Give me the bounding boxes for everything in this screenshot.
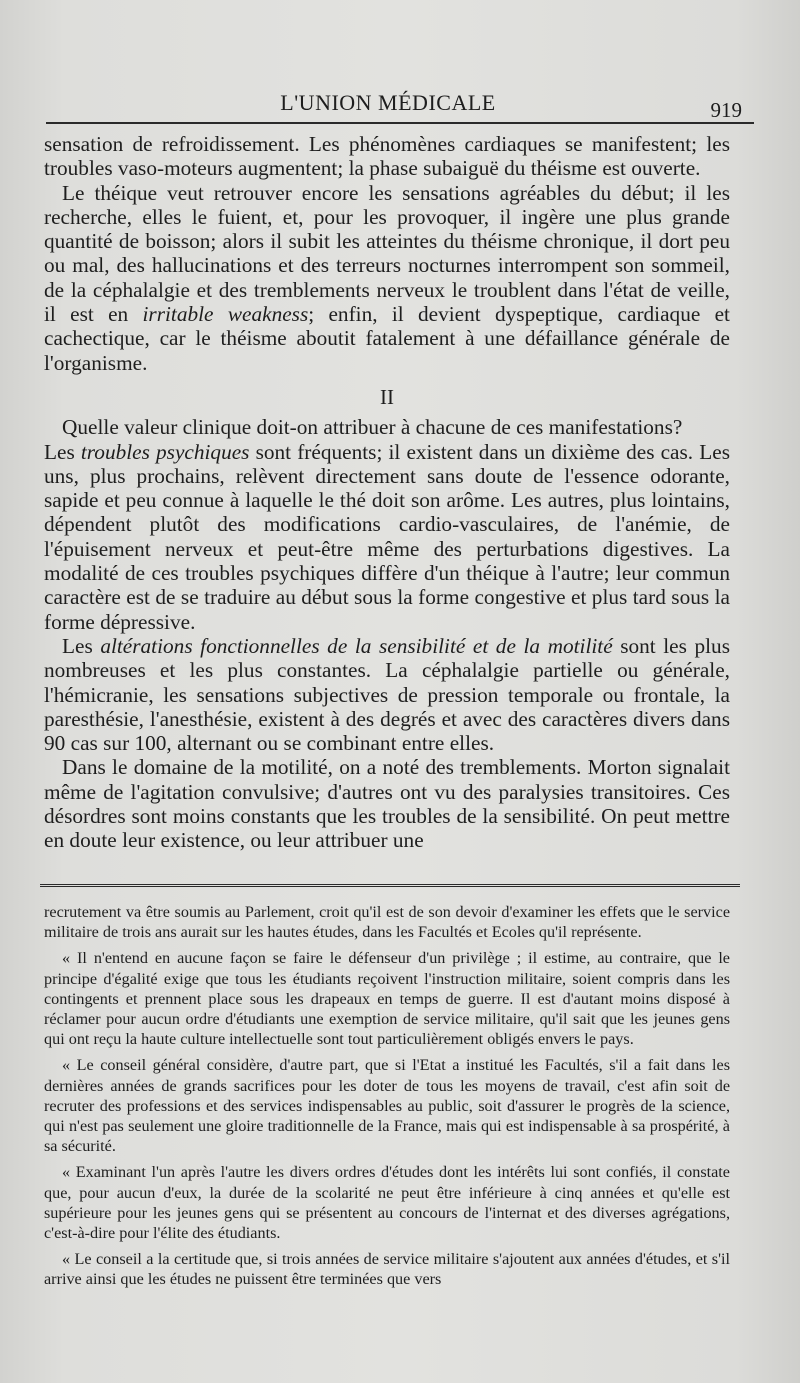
header-rule — [46, 122, 754, 124]
paragraph-6: Dans le domaine de la motilité, on a noté des tremblements. Morton signalait même de l'agitation convulsive; d'autres ont vu des paralysies transitoires. Ces désordres sont moins constants que les troubles de la sensibilité. On peut mettre en doute leur existence, ou leur attribuer une — [44, 755, 730, 853]
paragraph-4-emphasis: troubles psychiques — [80, 439, 250, 464]
paragraph-2-emphasis: irritable weakness — [142, 302, 309, 327]
paragraph-2-text-b: ; enfin, il devient dyspeptique, cardiaque et cachectique, car le théisme aboutit fatalement à une défaillance générale de l'organisme. — [44, 302, 730, 375]
footnotes — [44, 902, 730, 1290]
note-paragraph: « Il n'entend en aucune façon se faire le défenseur d'un privilège ; il estime, au contraire, que le principe d'égalité exige que tous les étudiants reçoivent l'instruction militaire, soient compris dans les contingents et prennent place sous les drapeaux en temps de guerre. Il est d'autant moins disposé à réclamer pour aucun ordre d'étudiants une exemption de service militaire, qu'il sait que les jeunes gens qui ont reçu la haute culture intellectuelle sont tout particulièrement obligés envers le pays. — [44, 949, 730, 1049]
footnote-separator — [40, 884, 740, 887]
paragraph-1: sensation de refroidissement. Les phénomènes cardiaques se manifestent; les troubles vaso-moteurs augmentent; la phase subaiguë du théisme est ouverte. — [44, 132, 730, 181]
paragraph-4-text-a: Les — [44, 439, 81, 464]
paragraph-5-emphasis: altérations fonctionnelles de la sensibilité et de la motilité — [100, 633, 613, 658]
paragraph-4 — [44, 440, 730, 634]
paragraph-2-text-a: Le théique veut retrouver encore les sensations agréables du début; il les recherche, elles le fuient, et, pour les provoquer, il ingère une plus grande quantité de boisson; alors il subit les atteintes du théisme chronique, il dort peu ou mal, des hallucinations et des terreurs nocturnes interrompent son sommeil, de la céphalalgie et des tremblements nerveux le troublent dans l'état de veille, il est en — [44, 180, 730, 327]
note-paragraph: « Le conseil général considère, d'autre part, que si l'Etat a institué les Facultés, s'il a fait dans les dernières années de grands sacrifices pour les doter de tous les moyens de travail, c'est afin soit de recruter des professions et des services indispensables au public, soit d'assurer le progrès de la science, qui n'est pas seulement une gloire traditionnelle de la France, mais qui est indispensable à sa prospérité, à sa sécurité. — [44, 1056, 730, 1156]
paragraph-5 — [44, 634, 730, 755]
note-paragraph: recrutement va être soumis au Parlement, croit qu'il est de son devoir d'examiner les effets que le service militaire de trois ans aurait sur les hautes études, dans les Facultés et Ecoles qu'il représente. — [44, 903, 730, 942]
paragraph-5-text-b: sont les plus nombreuses et les plus constantes. La céphalalgie partielle ou générale, l'hémicranie, les sensations subjectives de pression temporale ou frontale, la paresthésie, l'anesthésie, existent à des degrés et avec des caractères divers dans 90 cas sur 100, alternant ou se combinant entre elles. — [44, 633, 730, 756]
section-number: II — [380, 384, 394, 409]
main-text — [44, 132, 730, 853]
page-header — [46, 84, 742, 124]
running-title: L'UNION MÉDICALE — [280, 90, 496, 115]
note-paragraph: « Examinant l'un après l'autre les divers ordres d'études dont les intérêts lui sont confiés, il constate que, pour aucun d'eux, la durée de la scolarité ne peut être inférieure à cinq années et qu'elle est supérieure pour les jeunes gens qui se présentent au concours de l'internat et des diverses agrégations, c'est-à-dire pour l'élite des étudiants. — [44, 1163, 730, 1243]
note-paragraph: « Le conseil a la certitude que, si trois années de service militaire s'ajoutent aux années d'études, et s'il arrive ainsi que les études ne puissent être terminées que vers — [44, 1250, 730, 1289]
page-number: 919 — [710, 98, 742, 122]
paragraph-5-text-a: Les — [62, 633, 101, 658]
paragraph-3: Quelle valeur clinique doit-on attribuer à chacune de ces manifestations? — [62, 415, 683, 440]
paragraph-2 — [44, 181, 730, 375]
paragraph-4-text-b: sont fréquents; il existent dans un dixième des cas. Les uns, plus prochains, relèvent directement sans doute de l'essence odorante, sapide et peu connue à laquelle le thé doit son arôme. Les autres, plus lointains, dépendent plutôt des modifications cardio-vasculaires, de l'anémie, de l'épuisement nerveux et peut-être même des perturbations digestives. La modalité de ces troubles psychiques diffère d'un théique à l'autre; leur commun caractère est de se traduire au début sous la forme congestive et plus tard sous la forme dépressive. — [44, 439, 730, 634]
